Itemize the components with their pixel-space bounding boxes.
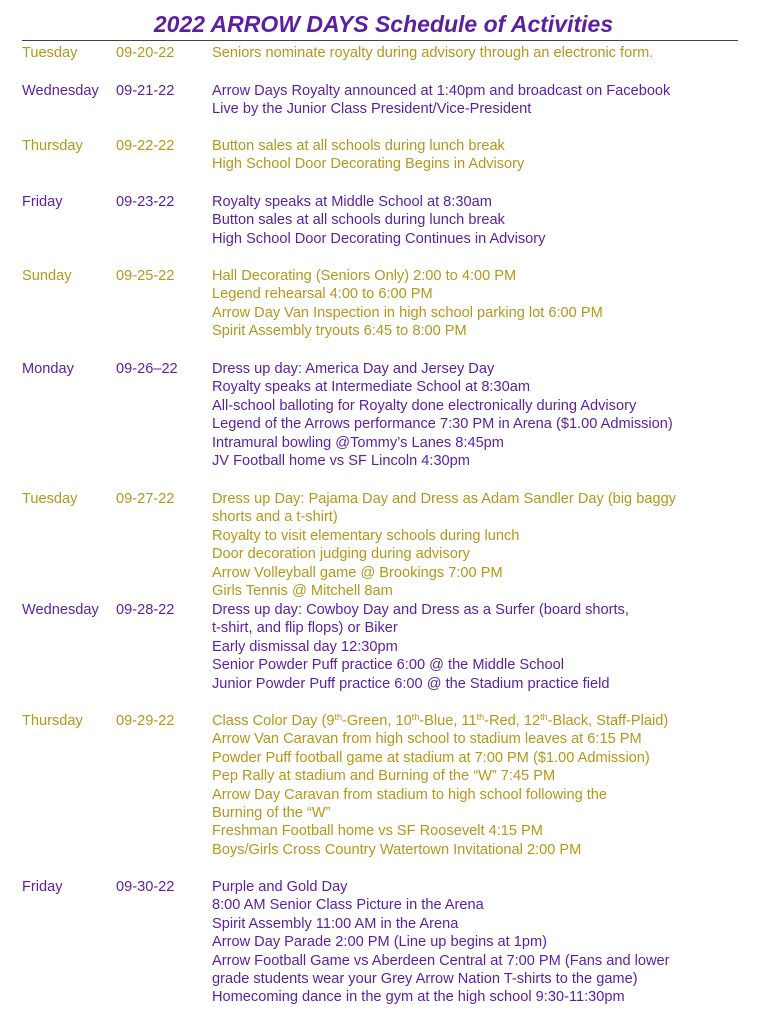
activity-text: -Green, 10 [341,713,412,729]
activity-line: Arrow Van Caravan from high school to stadium leaves at 6:15 PM [212,731,642,748]
ordinal-suffix: th [411,712,420,722]
entry-date: 09-25-22 [116,268,175,284]
activity-line: t-shirt, and flip flops) or Biker [212,620,398,637]
activity-line: High School Door Decorating Begins in Advisory [212,156,525,173]
ordinal-suffix: th [476,712,485,722]
activity-line: Arrow Day Caravan from stadium to high school following the [212,786,608,803]
entry-day: Thursday [22,138,83,154]
entry-day: Sunday [22,268,72,284]
entry-day: Friday [22,194,63,210]
activity-line: Arrow Volleyball game @ Brookings 7:00 PM [212,564,503,581]
entry-activities [212,267,732,341]
entry-date: 09-22-22 [116,138,175,154]
activity-text: -Red, 12 [484,713,541,729]
entry-day: Wednesday [22,83,99,99]
entry-activities [212,137,732,174]
activity-line: Burning of the “W” [212,805,331,822]
entry-date: 09-21-22 [116,83,175,99]
activity-line: Seniors nominate royalty during advisory through an electronic form. [212,45,654,61]
activity-line: Intramural bowling @Tommy’s Lanes 8:45pm [212,434,504,451]
activity-line: Homecoming dance in the gym at the high school 9:30-11:30pm [212,989,625,1006]
activity-line: Early dismissal day 12:30pm [212,638,398,655]
activity-line: shorts and a t-shirt) [212,509,338,526]
entry-date: 09-23-22 [116,194,175,210]
activity-line: Dress up day: Cowboy Day and Dress as a Surfer (board shorts, [212,602,629,618]
activity-text: Class Color Day (9 [212,713,335,729]
entry-activities [212,82,732,119]
activity-line: Girls Tennis @ Mitchell 8am [212,583,393,600]
entry-activities [212,712,732,859]
entry-day: Tuesday [22,45,78,61]
activity-line: Purple and Gold Day [212,879,348,895]
activity-line: Legend of the Arrows performance 7:30 PM in Arena ($1.00 Admission) [212,416,673,433]
class-color-day-activity [212,712,732,730]
activity-line: grade students wear your Grey Arrow Nation T-shirts to the game) [212,971,638,988]
activity-line: Arrow Days Royalty announced at 1:40pm and broadcast on Facebook [212,83,671,99]
entry-day: Tuesday [22,491,78,507]
entry-date: 09-30-22 [116,879,175,895]
entry-day: Thursday [22,713,83,729]
entry-date: 09-27-22 [116,491,175,507]
activity-line: Button sales at all schools during lunch break [212,212,505,229]
activity-line: Spirit Assembly 11:00 AM in the Arena [212,915,459,932]
activity-line: JV Football home vs SF Lincoln 4:30pm [212,453,470,470]
entry-activities [212,360,732,470]
activity-text: -Blue, 11 [419,713,477,729]
entry-activities [212,44,732,62]
activity-text: -Black, Staff-Plaid) [547,713,669,729]
activity-line: Hall Decorating (Seniors Only) 2:00 to 4:00 PM [212,268,517,284]
activity-line: Pep Rally at stadium and Burning of the “W” 7:45 PM [212,768,556,785]
entry-date: 09-20-22 [116,45,175,61]
entry-activities [212,490,732,600]
activity-line: Royalty to visit elementary schools during lunch [212,527,520,544]
activity-line: Arrow Football Game vs Aberdeen Central at 7:00 PM (Fans and lower [212,952,670,969]
activity-line: High School Door Decorating Continues in Advisory [212,230,546,247]
activity-line: Live by the Junior Class President/Vice-President [212,101,532,118]
ordinal-suffix: th [334,712,342,722]
entry-date: 09-29-22 [116,713,175,729]
activity-line: Royalty speaks at Intermediate School at 8:30am [212,379,530,396]
page-title: 2022 ARROW DAYS Schedule of Activities [153,11,614,37]
activity-line: Button sales at all schools during lunch break [212,138,505,154]
title-divider [22,40,738,41]
entry-activities [212,878,732,1007]
entry-day: Wednesday [22,602,99,618]
activity-line: Dress up Day: Pajama Day and Dress as Adam Sandler Day (big baggy [212,491,676,507]
activity-line: Powder Puff football game at stadium at 7:00 PM ($1.00 Admission) [212,749,650,766]
activity-line: Door decoration judging during advisory [212,546,470,563]
entry-date: 09-26–22 [116,361,178,377]
activity-line: 8:00 AM Senior Class Picture in the Arena [212,897,484,914]
activity-line: All-school balloting for Royalty done electronically during Advisory [212,397,637,414]
entry-day: Friday [22,879,63,895]
activity-line: Boys/Girls Cross Country Watertown Invitational 2:00 PM [212,841,582,858]
entry-day: Monday [22,361,74,377]
activity-line: Royalty speaks at Middle School at 8:30am [212,194,492,210]
entry-activities [212,193,732,248]
entry-activities [212,601,732,693]
activity-line: Arrow Day Van Inspection in high school parking lot 6:00 PM [212,304,603,321]
activity-line: Dress up day: America Day and Jersey Day [212,361,495,377]
activity-line: Legend rehearsal 4:00 to 6:00 PM [212,286,433,303]
activity-line: Spirit Assembly tryouts 6:45 to 8:00 PM [212,323,467,340]
activity-line: Junior Powder Puff practice 6:00 @ the Stadium practice field [212,675,610,692]
activity-line: Freshman Football home vs SF Roosevelt 4:15 PM [212,823,543,840]
activity-line: Arrow Day Parade 2:00 PM (Line up begins at 1pm) [212,934,548,951]
entry-date: 09-28-22 [116,602,175,618]
activity-line: Senior Powder Puff practice 6:00 @ the Middle School [212,657,565,674]
ordinal-suffix: th [540,712,548,722]
